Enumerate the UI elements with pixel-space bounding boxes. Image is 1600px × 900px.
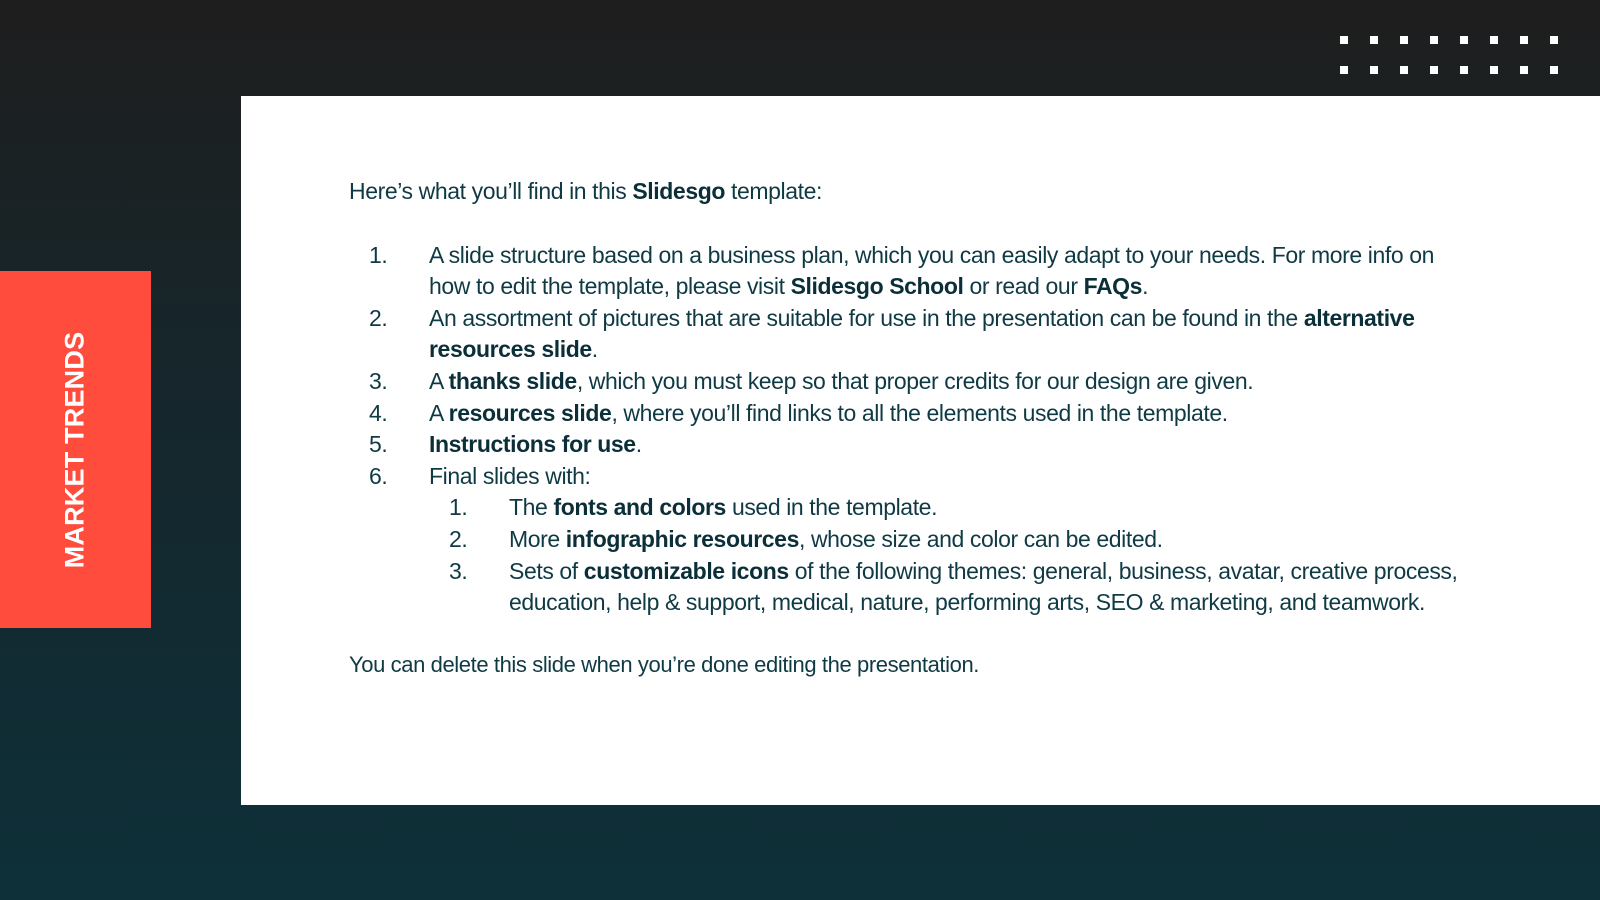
list-text: Sets of customizable icons of the following themes: general, business, avatar, creative process, education, help & support, medical, nature, performing arts, SEO & marketing, and teamwork. bbox=[509, 557, 1458, 616]
dot-shape bbox=[1460, 36, 1468, 44]
list-number: 3. bbox=[449, 557, 468, 584]
list-text: Final slides with: bbox=[429, 462, 591, 489]
dot-shape bbox=[1490, 66, 1498, 74]
decorative-dot-grid bbox=[1340, 36, 1574, 74]
list-item bbox=[349, 429, 1459, 461]
dot-shape bbox=[1340, 66, 1348, 74]
list-text: The fonts and colors used in the template. bbox=[509, 494, 938, 521]
dot-shape bbox=[1520, 66, 1528, 74]
intro-bold: Slidesgo bbox=[632, 178, 726, 204]
dot-shape bbox=[1430, 66, 1438, 74]
intro-text: Here’s what you’ll find in this Slidesgo template: bbox=[349, 178, 823, 204]
bold-text: resources slide bbox=[448, 399, 612, 426]
bold-text: infographic resources bbox=[565, 525, 799, 552]
dot-shape bbox=[1400, 36, 1408, 44]
list-text: A resources slide, where you’ll find links to all the elements used in the template. bbox=[429, 399, 1228, 426]
bold-text: thanks slide bbox=[448, 367, 577, 394]
link-faqs[interactable]: FAQs bbox=[1083, 273, 1143, 300]
sub-list bbox=[349, 492, 1459, 618]
dot-shape bbox=[1550, 36, 1558, 44]
list-text: An assortment of pictures that are suitable for use in the presentation can be found in the alternative resources slide. bbox=[429, 304, 1415, 363]
list-number: 4. bbox=[369, 399, 388, 426]
bold-text: fonts and colors bbox=[553, 494, 726, 521]
bold-text: Instructions for use bbox=[429, 431, 636, 458]
outro-text: You can delete this slide when you’re done editing the presentation. bbox=[349, 651, 980, 677]
dot-shape bbox=[1340, 36, 1348, 44]
dot-shape bbox=[1370, 66, 1378, 74]
sub-list-item bbox=[429, 556, 1459, 619]
slide-content bbox=[349, 176, 1459, 702]
list-text: Instructions for use. bbox=[429, 431, 642, 458]
list-number: 2. bbox=[449, 525, 468, 552]
list-number: 1. bbox=[369, 241, 388, 268]
list-item bbox=[349, 398, 1459, 430]
list-number: 3. bbox=[369, 367, 388, 394]
dot-shape bbox=[1520, 36, 1528, 44]
list-number: 5. bbox=[369, 431, 388, 458]
list-item bbox=[349, 366, 1459, 398]
feature-list bbox=[349, 240, 1459, 493]
content-card bbox=[241, 96, 1600, 805]
sub-list-item bbox=[429, 492, 1459, 524]
bold-text: alternative resources slide bbox=[429, 304, 1415, 363]
link-slidesgo-school[interactable]: Slidesgo School bbox=[790, 273, 964, 300]
list-item bbox=[349, 303, 1459, 366]
list-number: 1. bbox=[449, 494, 468, 521]
list-item bbox=[349, 461, 1459, 493]
bold-text: customizable icons bbox=[583, 557, 789, 584]
dot-shape bbox=[1460, 66, 1468, 74]
dot-shape bbox=[1400, 66, 1408, 74]
list-text: More infographic resources, whose size and color can be edited. bbox=[509, 525, 1163, 552]
list-text: A slide structure based on a business plan, which you can easily adapt to your needs. For more info on how to edit the template, please visit Slidesgo School or read our FAQs. bbox=[429, 241, 1435, 300]
dot-shape bbox=[1430, 36, 1438, 44]
list-number: 6. bbox=[369, 462, 388, 489]
dot-shape bbox=[1370, 36, 1378, 44]
dot-shape bbox=[1550, 66, 1558, 74]
list-item bbox=[349, 240, 1459, 303]
section-label: MARKET TRENDS bbox=[59, 331, 90, 569]
dot-shape bbox=[1490, 36, 1498, 44]
list-text: A thanks slide, which you must keep so that proper credits for our design are given. bbox=[429, 367, 1254, 394]
sub-list-item bbox=[429, 524, 1459, 556]
list-number: 2. bbox=[369, 304, 388, 331]
